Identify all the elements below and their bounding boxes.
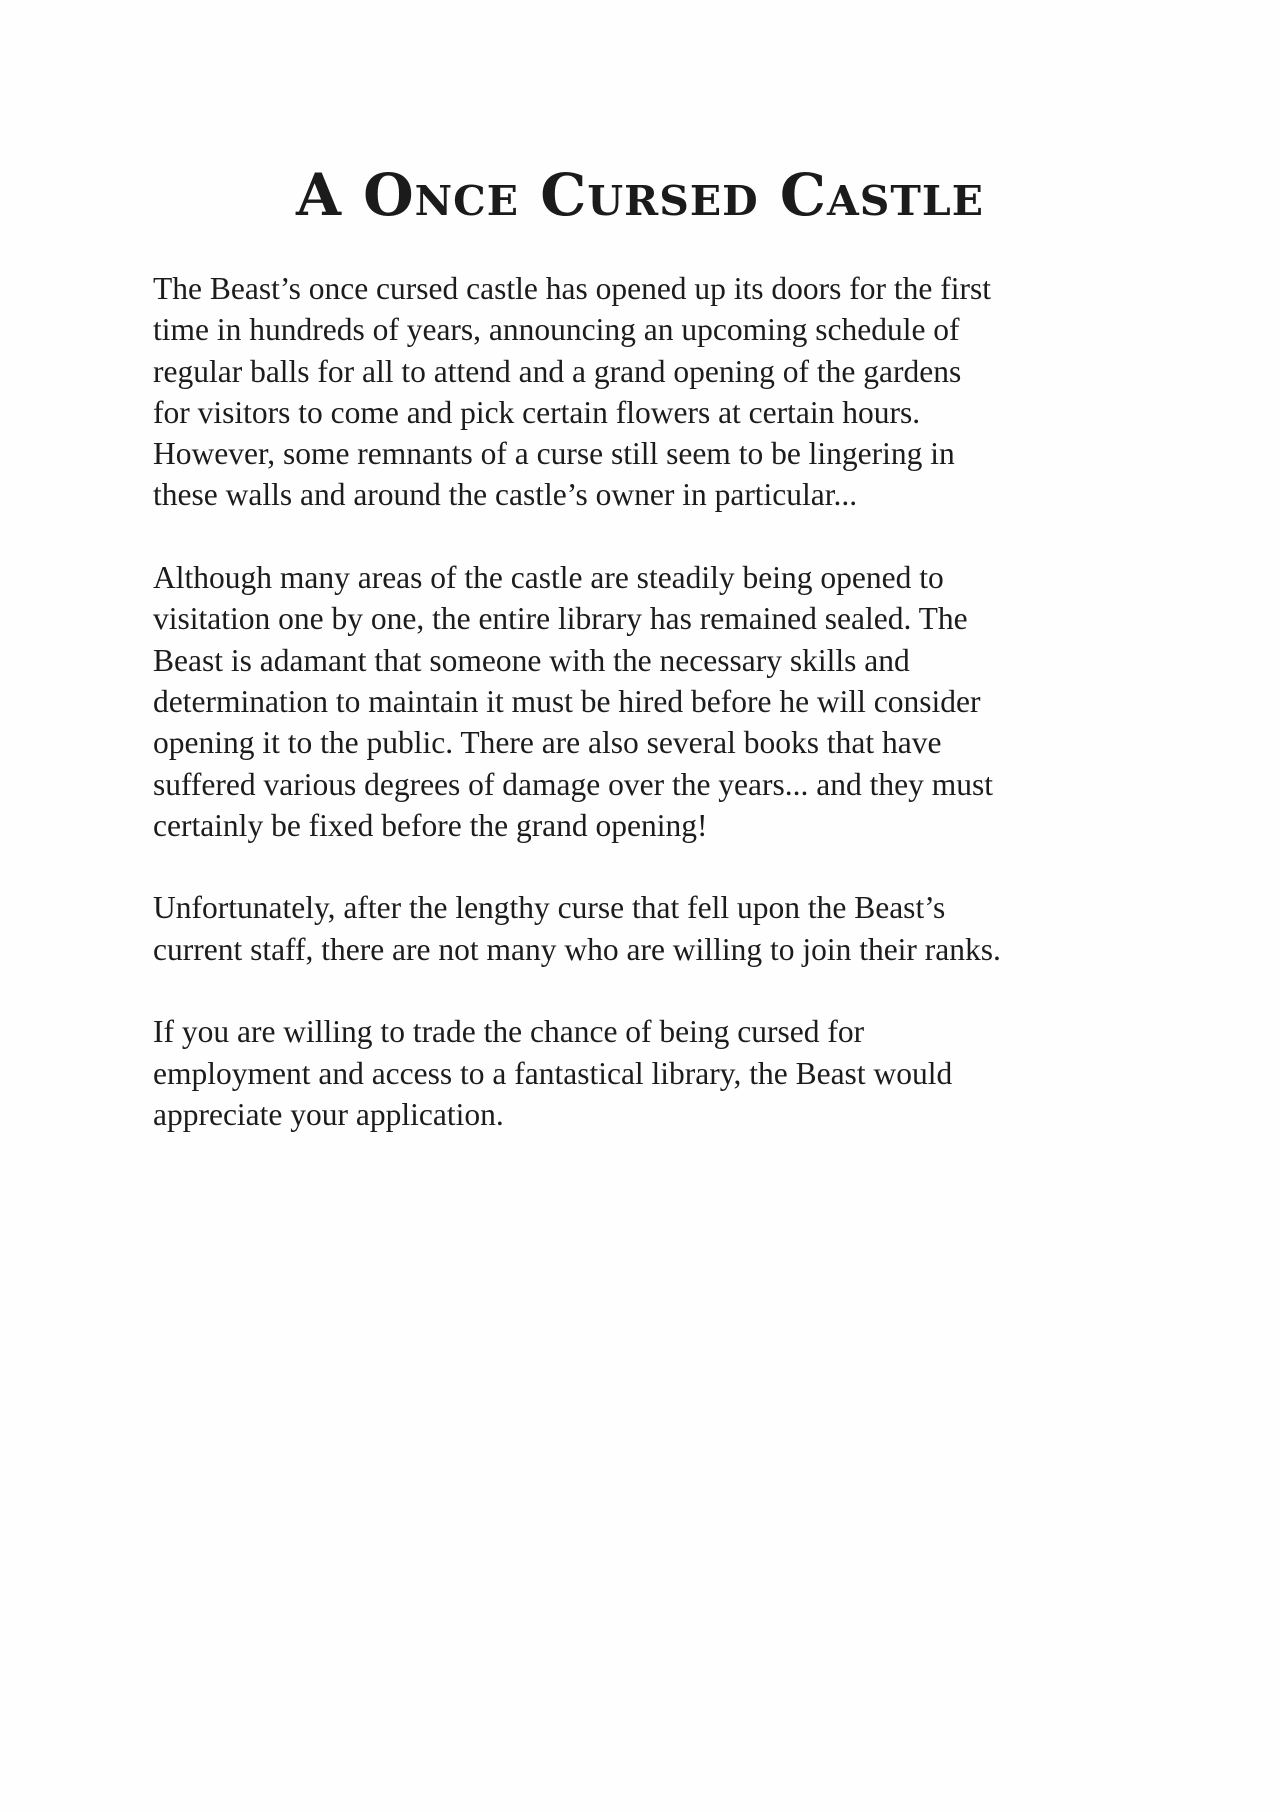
text-line: Beast is adamant that someone with the necessary skills and (153, 642, 910, 678)
text-line: for visitors to come and pick certain flowers at certain hours. (153, 394, 921, 430)
text-line: However, some remnants of a curse still seem to be lingering in (153, 436, 955, 472)
text-line: these walls and around the castle’s owner in particular... (153, 477, 858, 513)
text-line: visitation one by one, the entire library has remained sealed. The (153, 601, 968, 637)
body-text (153, 268, 1053, 1177)
text-line: appreciate your application. (153, 1096, 504, 1132)
text-line: certainly be fixed before the grand opening! (153, 807, 708, 843)
text-line: determination to maintain it must be hired before he will consider (153, 683, 981, 719)
text-line: If you are willing to trade the chance of being cursed for (153, 1014, 865, 1050)
paragraph-intro (153, 268, 1053, 516)
text-line: Although many areas of the castle are steadily being opened to (153, 560, 944, 596)
text-line: Unfortunately, after the lengthy curse that fell upon the Beast’s (153, 890, 946, 926)
paragraph-staff (153, 887, 1053, 970)
text-line: opening it to the public. There are also several books that have (153, 725, 942, 761)
text-line: employment and access to a fantastical library, the Beast would (153, 1055, 953, 1091)
page-title: A Once Cursed Castle (295, 161, 985, 229)
text-line: regular balls for all to attend and a grand opening of the gardens (153, 353, 962, 389)
text-line: The Beast’s once cursed castle has opened up its doors for the first (153, 271, 992, 306)
paragraph-library (153, 557, 1053, 846)
text-line: time in hundreds of years, announcing an upcoming schedule of (153, 312, 960, 348)
paragraph-application (153, 1011, 1053, 1135)
text-line: current staff, there are not many who are willing to join their ranks. (153, 931, 1001, 967)
text-line: suffered various degrees of damage over the years... and they must (153, 766, 993, 802)
